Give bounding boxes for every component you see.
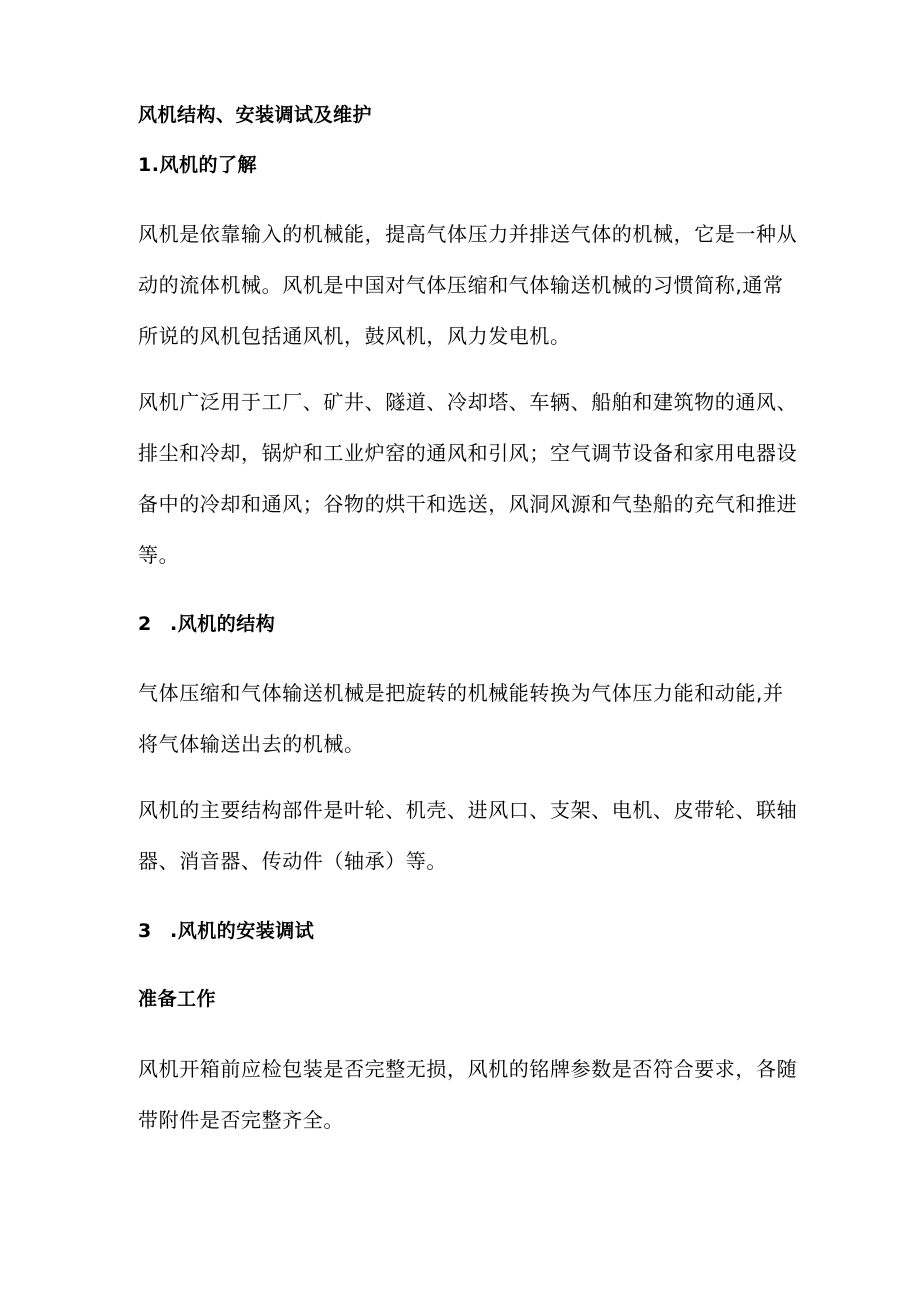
text-line: 将气体输送出去的机械。 [138, 732, 365, 756]
paragraph [138, 668, 788, 770]
section-title: .风机的安装调试 [170, 920, 315, 942]
paragraph [138, 377, 798, 581]
text-line: 动的流体机械。风机是中国对气体压缩和气体输送机械的习惯简称,通常 [138, 273, 784, 297]
document-title: 风机结构、安装调试及维护 [138, 104, 373, 126]
text-line: 气体压缩和气体输送机械是把旋转的机械能转换为气体压力能和动能,并 [138, 681, 784, 705]
section-heading-3 [138, 916, 788, 946]
section-number: 3 [138, 920, 152, 942]
section-heading-1 [138, 150, 788, 180]
text-line: 等。 [138, 543, 180, 567]
subsection-heading: 准备工作 [138, 988, 217, 1010]
section-title: 风机的了解 [159, 154, 257, 176]
section-heading-2 [138, 609, 788, 639]
text-line: 风机开箱前应检包装是否完整无损，风机的铭牌参数是否符合要求，各随 [138, 1057, 798, 1081]
section-number: 2 [138, 613, 152, 635]
paragraph [138, 209, 798, 362]
section-title: .风机的结构 [170, 613, 276, 635]
text-line: 带附件是否完整齐全。 [138, 1108, 344, 1132]
section-number: 1. [138, 154, 160, 176]
text-line: 所说的风机包括通风机，鼓风机，风力发电机。 [138, 324, 571, 348]
paragraph [138, 1044, 798, 1146]
text-line: 风机的主要结构部件是叶轮、机壳、进风口、支架、电机、皮带轮、联轴 [138, 798, 798, 822]
text-line: 备中的冷却和通风；谷物的烘干和选送，风洞风源和气垫船的充气和推进 [138, 492, 798, 516]
text-line: 风机是依靠输入的机械能，提高气体压力并排送气体的机械，它是一种从 [138, 222, 798, 246]
text-line: 风机广泛用于工厂、矿井、隧道、冷却塔、车辆、船舶和建筑物的通风、 [138, 390, 798, 414]
text-line: 排尘和冷却，锅炉和工业炉窑的通风和引风；空气调节设备和家用电器设 [138, 441, 798, 465]
paragraph [138, 785, 798, 887]
text-line: 器、消音器、传动件（轴承）等。 [138, 849, 447, 873]
